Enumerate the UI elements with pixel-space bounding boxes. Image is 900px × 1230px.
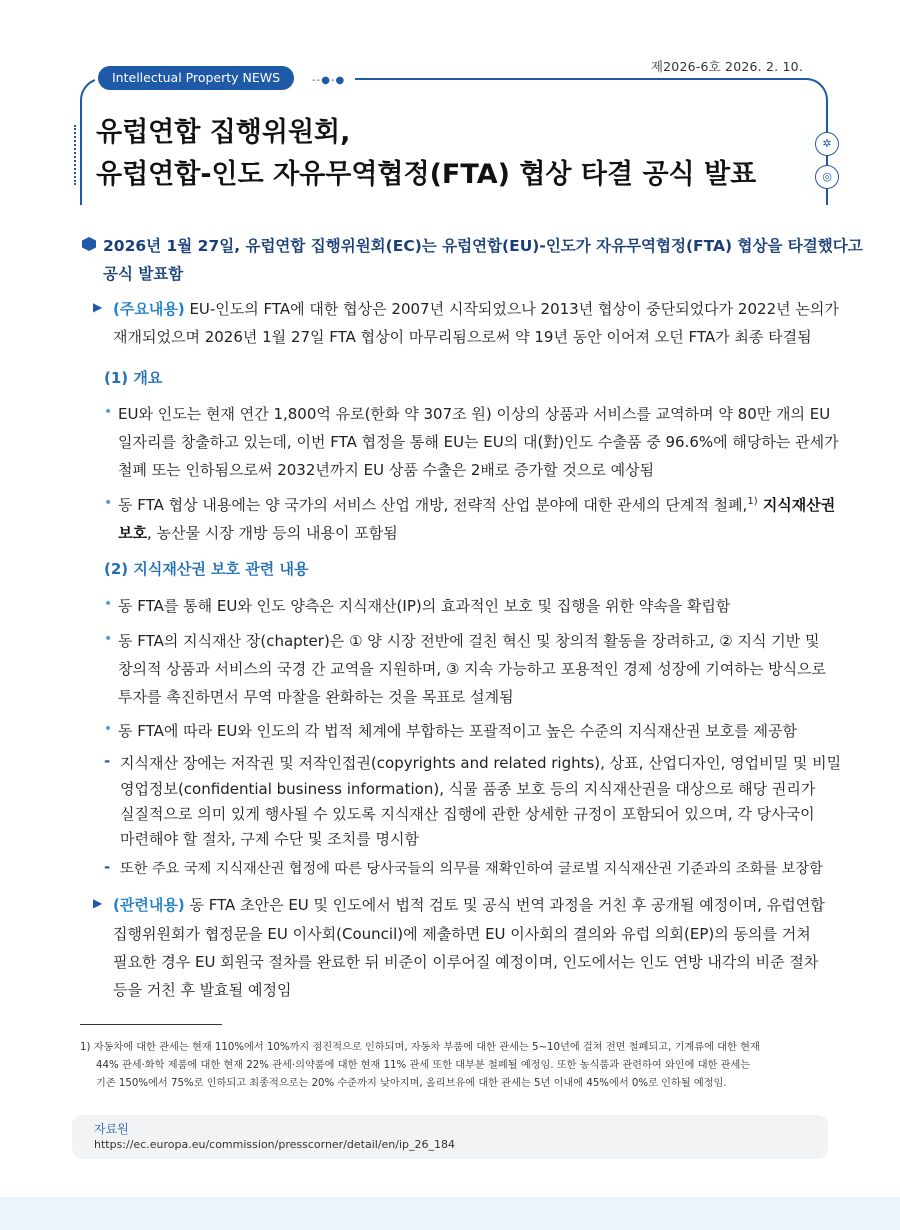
s2-b2-line-3: 투자를 촉진하면서 무역 마찰을 완화하는 것을 목표로 설계됨: [118, 688, 514, 706]
dot-bullet-icon: •: [104, 495, 113, 511]
s2-d1-line-2: 영업정보(confidential business information), 식물 품종 보호 등의 지식재산권을 대상으로 해당 권리가: [120, 780, 816, 798]
dot-bullet-icon: •: [104, 404, 113, 420]
network-icon: ✲: [815, 132, 839, 156]
source-link[interactable]: https://ec.europa.eu/commission/presscorner/detail/en/ip_26_184: [94, 1138, 456, 1151]
section-1-heading: (1) 개요: [104, 369, 163, 387]
dash-bullet-icon: -: [104, 752, 111, 770]
s1-b2-line-1: 동 FTA 협상 내용에는 양 국가의 서비스 산업 개방, 전략적 산업 분야에 대한 관세의 단계적 철폐,$^{1)}$ 지식재산권: [118, 496, 836, 514]
decorative-dots-icon: --●-●: [312, 75, 346, 86]
triangle-bullet-icon: ▶: [93, 896, 103, 910]
footnote-line-3: 기존 150%에서 75%로 인하되고 최종적으로는 20% 수준까지 낮아지며, 올리브유에 대한 관세는 5년 이내에 45%에서 0%로 인하될 예정임.: [96, 1078, 727, 1089]
triangle-bullet-icon: ▶: [93, 300, 103, 314]
related-line-4: 등을 거친 후 발효될 예정임: [113, 981, 292, 999]
footnote-divider: [80, 1024, 222, 1025]
lead-line-1: 2026년 1월 27일, 유럽연합 집행위원회(EC)는 유럽연합(EU)-인도가 자유무역협정(FTA) 협상을 타결했다고: [103, 237, 863, 255]
dot-bullet-icon: •: [104, 631, 113, 647]
dot-bullet-icon: •: [104, 721, 113, 737]
dot-bullet-icon: •: [104, 596, 113, 612]
section-2-heading: (2) 지식재산권 보호 관련 내용: [104, 560, 309, 578]
related-line-1: (관련내용) 동 FTA 초안은 EU 및 인도에서 법적 검토 및 공식 번역 과정을 거친 후 공개될 예정이며, 유럽연합: [113, 896, 825, 914]
decorative-dotted-line: [74, 125, 84, 185]
s1-b1-line-3: 철폐 또는 인하됨으로써 2032년까지 EU 상품 수출은 2배로 증가할 것으로 예상됨: [118, 461, 655, 479]
s2-d1-line-1: 지식재산 장에는 저작권 및 저작인접권(copyrights and related rights), 상표, 산업디자인, 영업비밀 및 비밀: [120, 754, 842, 772]
s2-b3: 동 FTA에 따라 EU와 인도의 각 법적 체계에 부합하는 포괄적이고 높은 수준의 지식재산권 보호를 제공함: [118, 722, 797, 740]
footnote-line-1: 1) 자동차에 대한 관세는 현재 110%에서 10%까지 점진적으로 인하되며, 자동차 부품에 대한 관세는 5~10년에 걸쳐 전면 철폐되고, 기계류에 대한 현재: [80, 1042, 760, 1053]
s1-b2-line-2: 보호, 농산물 시장 개방 등의 내용이 포함됨: [118, 524, 398, 542]
footer-band: [0, 1197, 900, 1230]
dash-bullet-icon: -: [104, 858, 111, 876]
main-point-line-1: (주요내용) EU-인도의 FTA에 대한 협상은 2007년 시작되었으나 2013년 협상이 중단되었다가 2022년 논의가: [113, 300, 839, 318]
s2-b2-line-1: 동 FTA의 지식재산 장(chapter)은 ① 양 시장 전반에 걸친 혁신 및 창의적 활동을 장려하고, ② 지식 기반 및: [118, 632, 820, 650]
s2-d1-line-3: 실질적으로 의미 있게 행사될 수 있도록 지식재산 집행에 관한 상세한 규정이 포함되어 있으며, 각 당사국이: [120, 805, 815, 823]
related-line-2: 집행위원회가 협정문을 EU 이사회(Council)에 제출하면 EU 이사회의 결의와 유럽 의회(EP)의 동의를 거쳐: [113, 925, 811, 943]
source-box: [72, 1115, 828, 1159]
related-line-3: 필요한 경우 EU 회원국 절차를 완료한 뒤 비준이 이루어질 예정이며, 인도에서는 인도 연방 내각의 비준 절차: [113, 953, 819, 971]
lead-line-2: 공식 발표함: [103, 265, 184, 283]
issue-number: 제2026-6호 2026. 2. 10.: [650, 59, 803, 74]
s2-b2-line-2: 창의적 상품과 서비스의 국경 간 교역을 지원하며, ③ 지속 가능하고 포용적인 경제 성장에 기여하는 방식으로: [118, 660, 827, 678]
title-line-2: 유럽연합-인도 자유무역협정(FTA) 협상 타결 공식 발표: [96, 159, 757, 190]
s2-d2: 또한 주요 국제 지식재산권 협정에 따른 당사국들의 의무를 재확인하여 글로벌 지식재산권 기준과의 조화를 보장함: [120, 861, 823, 877]
s2-d1-line-4: 마련해야 할 절차, 구제 수단 및 조치를 명시함: [120, 830, 419, 848]
page-title: [96, 112, 796, 196]
title-line-1: 유럽연합 집행위원회,: [96, 117, 351, 148]
footnote-line-2: 44% 관세·화학 제품에 대한 현재 22% 관세·의약품에 대한 현재 11% 관세 또한 대부분 철폐될 예정임. 또한 농식품과 관련하여 와인에 대한 관세는: [96, 1060, 751, 1071]
shield-icon: ◎: [815, 165, 839, 189]
s1-b1-line-1: EU와 인도는 현재 연간 1,800억 유로(한화 약 307조 원) 이상의 상품과 서비스를 교역하며 약 80만 개의 EU: [118, 405, 831, 423]
main-point-line-2: 재개되었으며 2026년 1월 27일 FTA 협상이 마무리됨으로써 약 19년 동안 이어져 오던 FTA가 최종 타결됨: [113, 328, 812, 346]
source-label: 자료원: [94, 1122, 129, 1136]
cube-bullet-icon: [82, 237, 96, 251]
s1-b1-line-2: 일자리를 창출하고 있는데, 이번 FTA 협정을 통해 EU는 EU의 대(對)인도 수출품 중 96.6%에 해당하는 관세가: [118, 433, 839, 451]
news-label: Intellectual Property NEWS: [98, 66, 294, 90]
s2-b1: 동 FTA를 통해 EU와 인도 양측은 지식재산(IP)의 효과적인 보호 및 집행을 위한 약속을 확립함: [118, 597, 731, 615]
